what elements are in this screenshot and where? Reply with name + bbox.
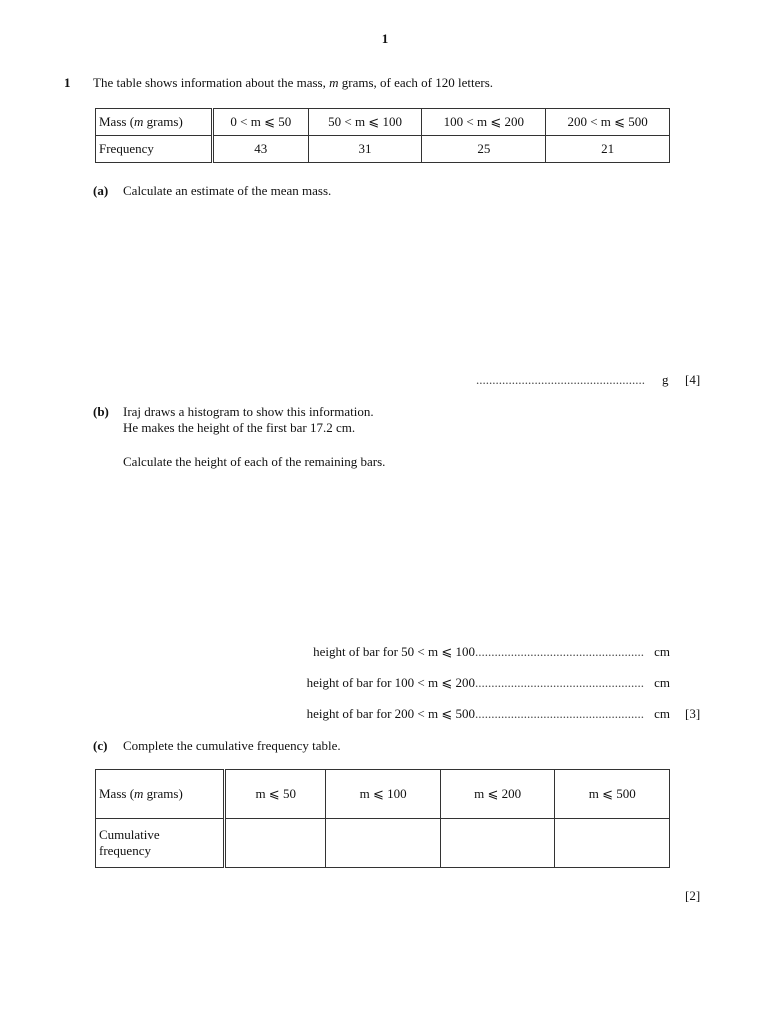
mass-header-cell: Mass (m grams) xyxy=(96,109,213,136)
interval-cell: 200 < m ⩽ 500 xyxy=(546,109,670,136)
part-c-marks: [2] xyxy=(685,888,701,903)
table-row xyxy=(96,136,670,163)
cf-answer-cell[interactable] xyxy=(555,819,670,868)
question-intro: The table shows information about the mass, m grams, of each of 120 letters. xyxy=(93,75,494,90)
question-number: 1 xyxy=(64,75,71,90)
cumulative-frequency-table xyxy=(95,769,670,868)
part-a-answer-line[interactable]: .................................................... xyxy=(476,372,645,387)
part-a-label: (a) xyxy=(93,183,109,198)
part-c-text: Complete the cumulative frequency table. xyxy=(123,738,341,753)
frequency-cell: 31 xyxy=(308,136,422,163)
interval-cell: 50 < m ⩽ 100 xyxy=(308,109,422,136)
interval-cell: 100 < m ⩽ 200 xyxy=(422,109,546,136)
bar-height-row[interactable]: height of bar for 50 < m ⩽ 100.................................................... cm xyxy=(313,644,670,659)
part-a-text: Calculate an estimate of the mean mass. xyxy=(123,183,332,198)
frequency-cell: 43 xyxy=(213,136,309,163)
frequency-cell: 21 xyxy=(546,136,670,163)
frequency-header-cell: Frequency xyxy=(96,136,213,163)
cf-answer-cell[interactable] xyxy=(225,819,326,868)
table-row xyxy=(96,109,670,136)
cf-column-header: m ⩽ 50 xyxy=(225,770,326,819)
cf-answer-cell[interactable] xyxy=(326,819,441,868)
cumulative-frequency-header-cell: Cumulative frequency xyxy=(96,819,225,868)
part-b-line2: He makes the height of the first bar 17.2 cm. xyxy=(123,420,356,435)
table-row xyxy=(96,770,670,819)
cf-answer-cell[interactable] xyxy=(440,819,555,868)
part-b-marks: [3] xyxy=(685,706,701,721)
part-b-label: (b) xyxy=(93,404,109,419)
mass-header-cell: Mass (m grams) xyxy=(96,770,225,819)
bar-height-row[interactable]: height of bar for 200 < m ⩽ 500.................................................... cm xyxy=(306,706,670,721)
part-a-unit: g xyxy=(662,372,669,387)
part-a-marks: [4] xyxy=(685,372,701,387)
cf-column-header: m ⩽ 500 xyxy=(555,770,670,819)
frequency-cell: 25 xyxy=(422,136,546,163)
part-b-line3: Calculate the height of each of the remaining bars. xyxy=(123,454,386,469)
part-c-label: (c) xyxy=(93,738,108,753)
cf-column-header: m ⩽ 100 xyxy=(326,770,441,819)
interval-cell: 0 < m ⩽ 50 xyxy=(213,109,309,136)
cf-column-header: m ⩽ 200 xyxy=(440,770,555,819)
table-row xyxy=(96,819,670,868)
page-number: 1 xyxy=(381,31,389,46)
part-b-line1: Iraj draws a histogram to show this information. xyxy=(123,404,374,419)
frequency-table xyxy=(95,108,670,163)
bar-height-row[interactable]: height of bar for 100 < m ⩽ 200.................................................... cm xyxy=(306,675,670,690)
